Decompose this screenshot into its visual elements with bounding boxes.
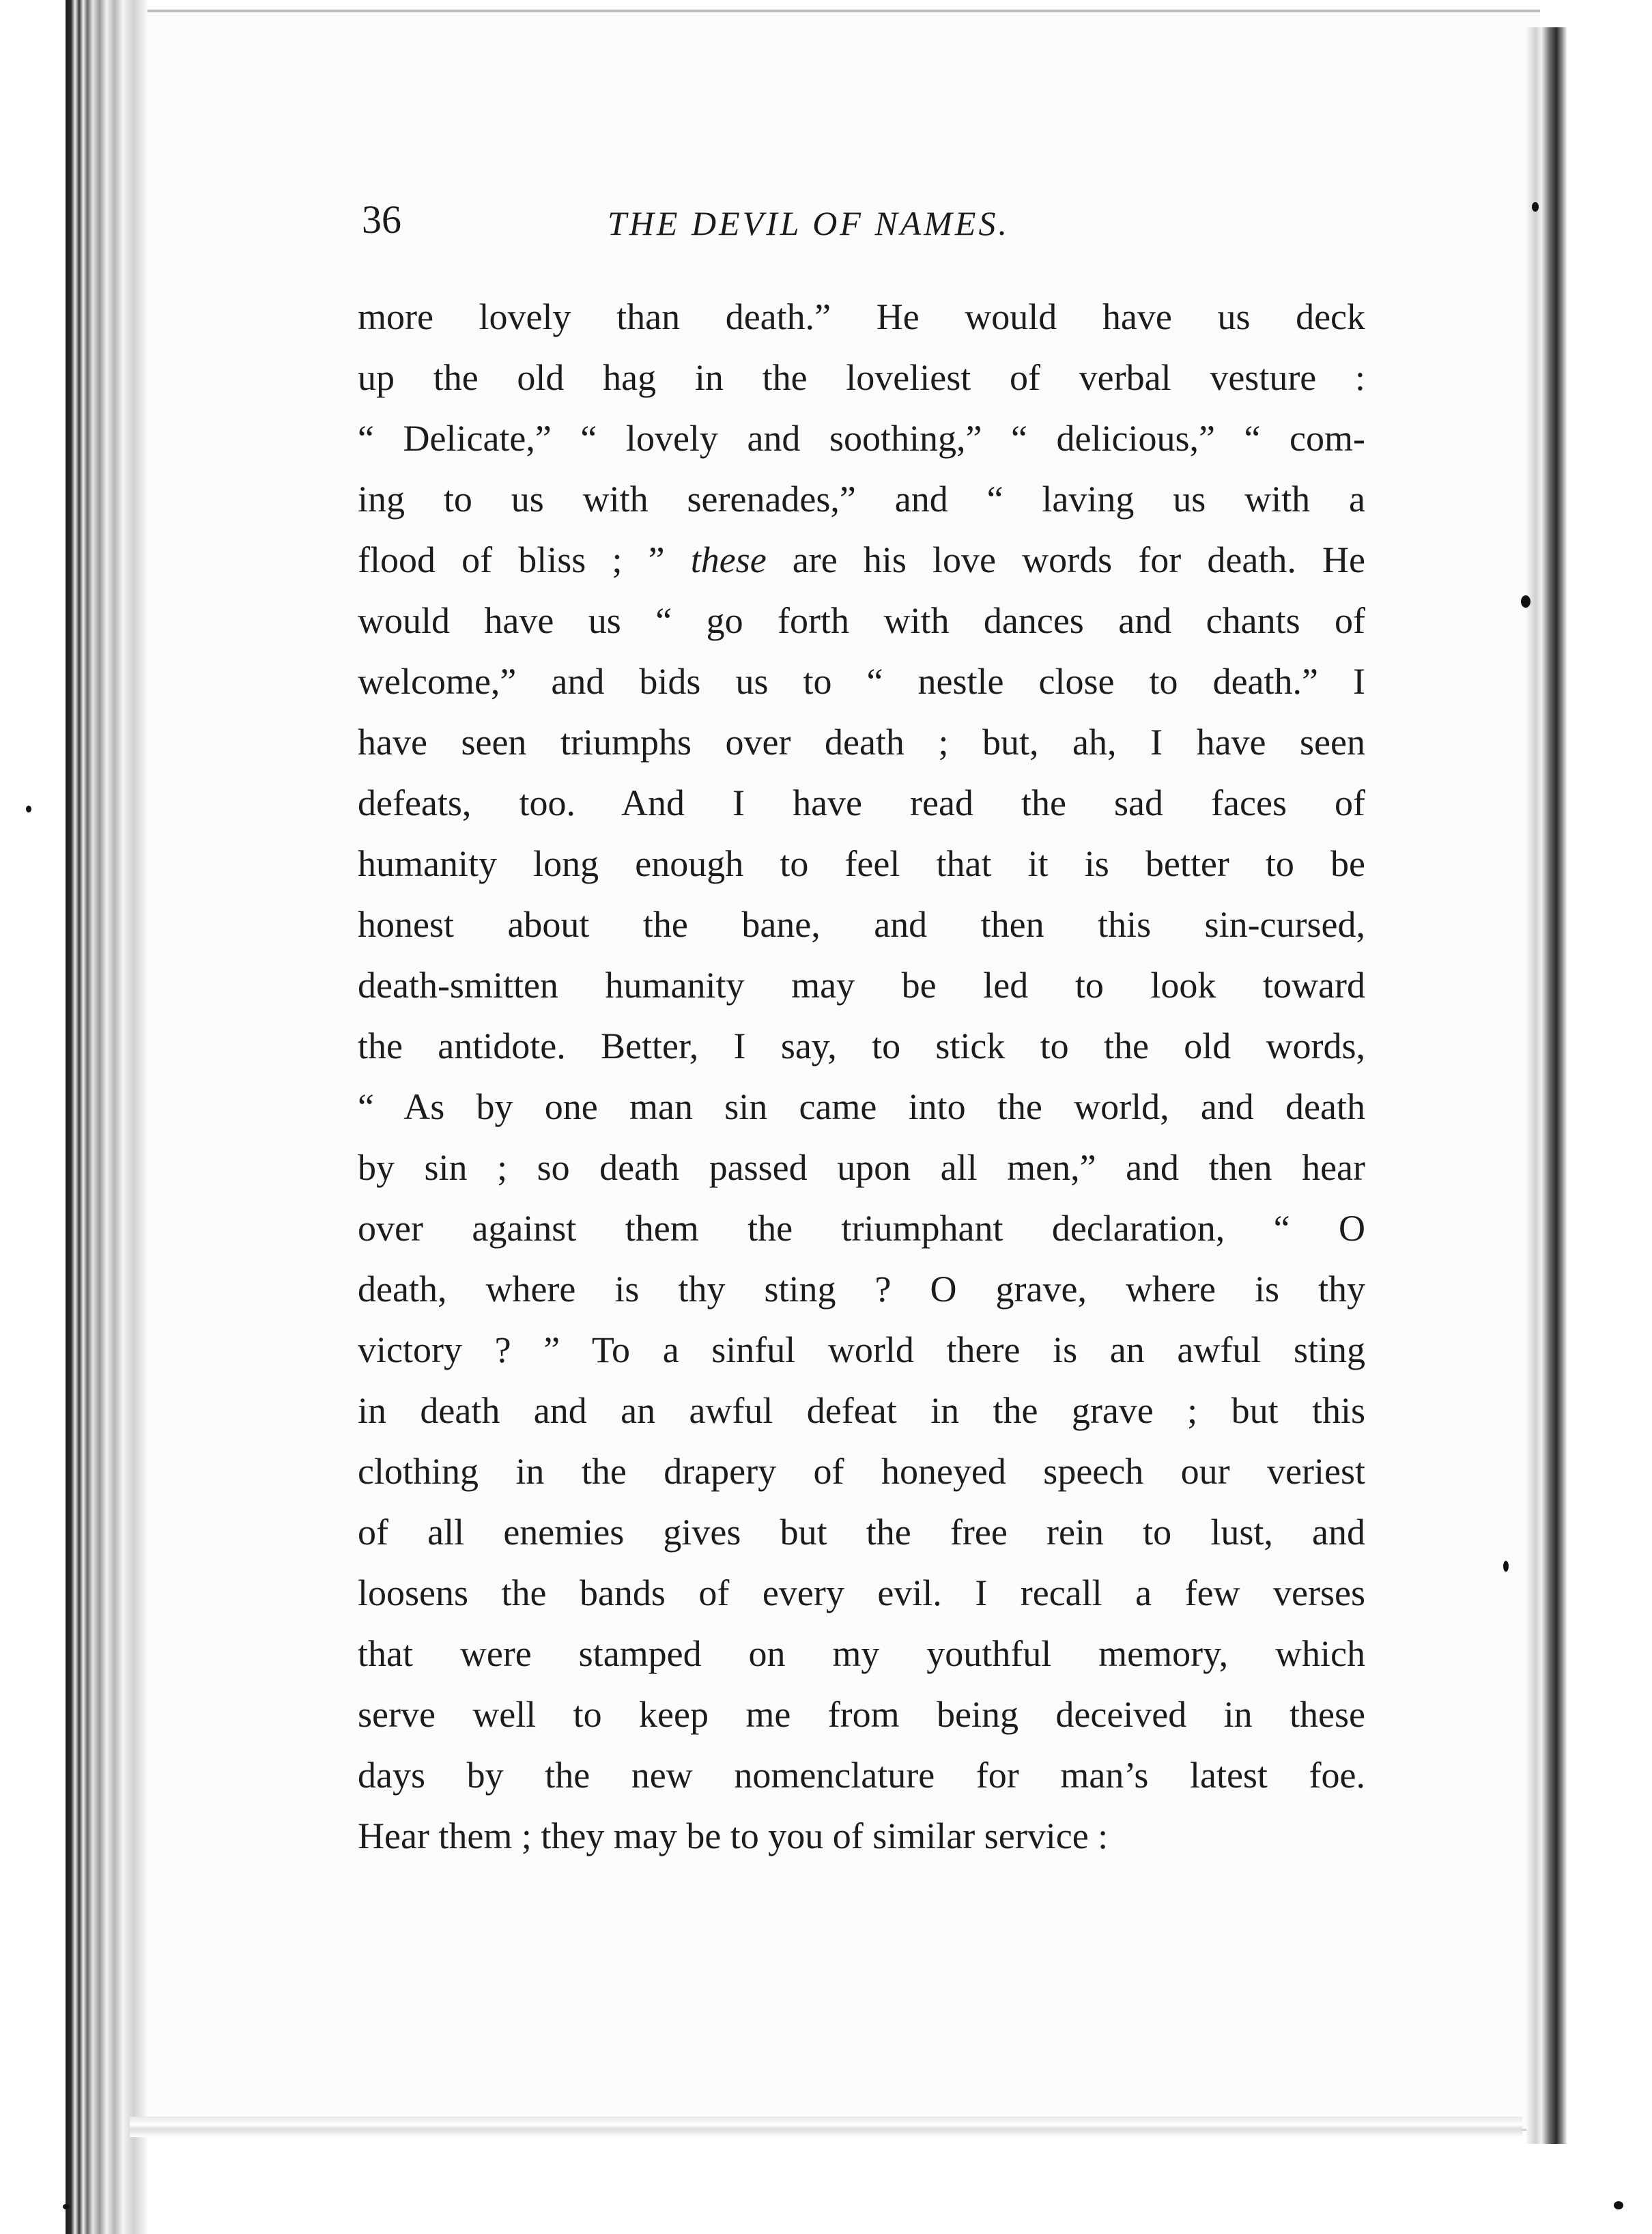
text-run: victory ? ” To a sinful world there is an awful sting <box>358 1329 1365 1370</box>
running-header <box>362 197 1364 258</box>
text-run: in death and an awful defeat in the grave ; but this <box>358 1390 1365 1431</box>
text-line <box>358 955 1365 1016</box>
text-run: Hear them ; they may be to you of similar service : <box>358 1815 1109 1856</box>
text-line <box>358 1259 1365 1320</box>
text-run: more lovely than death.” He would have us deck <box>358 296 1365 337</box>
text-run: clothing in the drapery of honeyed speech our veriest <box>358 1451 1365 1492</box>
text-line <box>358 1198 1365 1259</box>
text-line <box>358 1137 1365 1198</box>
text-run: have seen triumphs over death ; but, ah, I have seen <box>358 722 1365 763</box>
text-run: loosens the bands of every evil. I recall a few verses <box>358 1572 1365 1613</box>
text-line <box>358 1381 1365 1441</box>
text-line <box>358 530 1365 591</box>
text-line <box>358 1441 1365 1502</box>
text-line <box>358 1077 1365 1137</box>
italic-word: these <box>690 539 767 580</box>
text-line <box>358 348 1365 408</box>
page-bottom-edge <box>130 2117 1522 2137</box>
text-line <box>358 1016 1365 1077</box>
text-line <box>358 1320 1365 1381</box>
text-line <box>358 287 1365 348</box>
text-line <box>358 651 1365 712</box>
text-line <box>358 1563 1365 1624</box>
text-run: ing to us with serenades,” and “ laving us with a <box>358 479 1365 520</box>
text-run: of all enemies gives but the free rein to lust, and <box>358 1512 1365 1553</box>
text-run: over against them the triumphant declaration, “ O <box>358 1208 1365 1249</box>
text-run: “ As by one man sin came into the world, and death <box>358 1086 1365 1127</box>
text-run: would have us “ go forth with dances and chants of <box>358 600 1365 641</box>
text-run: honest about the bane, and then this sin-cursed, <box>358 904 1365 945</box>
text-line <box>358 1684 1365 1745</box>
text-line <box>358 773 1365 834</box>
text-run: humanity long enough to feel that it is better to be <box>358 843 1365 884</box>
running-title: THE DEVIL OF NAMES. <box>608 204 1010 242</box>
text-line <box>358 408 1365 469</box>
text-run: death, where is thy sting ? O grave, where is thy <box>358 1269 1365 1310</box>
text-line <box>358 834 1365 894</box>
text-run: welcome,” and bids us to “ nestle close to death.” I <box>358 661 1365 702</box>
text-line <box>358 894 1365 955</box>
text-line <box>358 591 1365 651</box>
text-run: the antidote. Better, I say, to stick to the old words, <box>358 1026 1365 1066</box>
text-run: days by the new nomenclature for man’s latest foe. <box>358 1755 1365 1796</box>
text-run: serve well to keep me from being deceived in these <box>358 1694 1365 1735</box>
text-run: defeats, too. And I have read the sad faces of <box>358 782 1365 823</box>
text-line <box>358 1624 1365 1684</box>
page-number: 36 <box>362 197 401 242</box>
text-line <box>358 469 1365 530</box>
text-run: death-smitten humanity may be led to look toward <box>358 965 1365 1006</box>
text-line <box>358 1502 1365 1563</box>
page-right-edge <box>1526 27 1567 2144</box>
text-run: by sin ; so death passed upon all men,” and then hear <box>358 1147 1365 1188</box>
scan-speck <box>1503 1561 1509 1572</box>
scan-speck <box>63 2204 70 2209</box>
text-run: flood of bliss ; ” <box>358 539 691 580</box>
text-run: are his love words for death. He <box>766 539 1365 580</box>
text-run: up the old hag in the loveliest of verbal vesture : <box>358 357 1365 398</box>
text-run: that were stamped on my youthful memory, which <box>358 1633 1365 1674</box>
text-line <box>358 712 1365 773</box>
text-line <box>358 1745 1365 1806</box>
text-run: “ Delicate,” “ lovely and soothing,” “ delicious,” “ com- <box>358 418 1365 459</box>
scan-speck <box>1532 202 1539 212</box>
body-text <box>358 287 1365 1867</box>
book-spine-shadow <box>66 0 147 2234</box>
scan-speck <box>1521 595 1530 608</box>
scan-speck <box>1614 2201 1623 2209</box>
scan-speck <box>26 806 31 812</box>
text-line <box>358 1806 1365 1867</box>
